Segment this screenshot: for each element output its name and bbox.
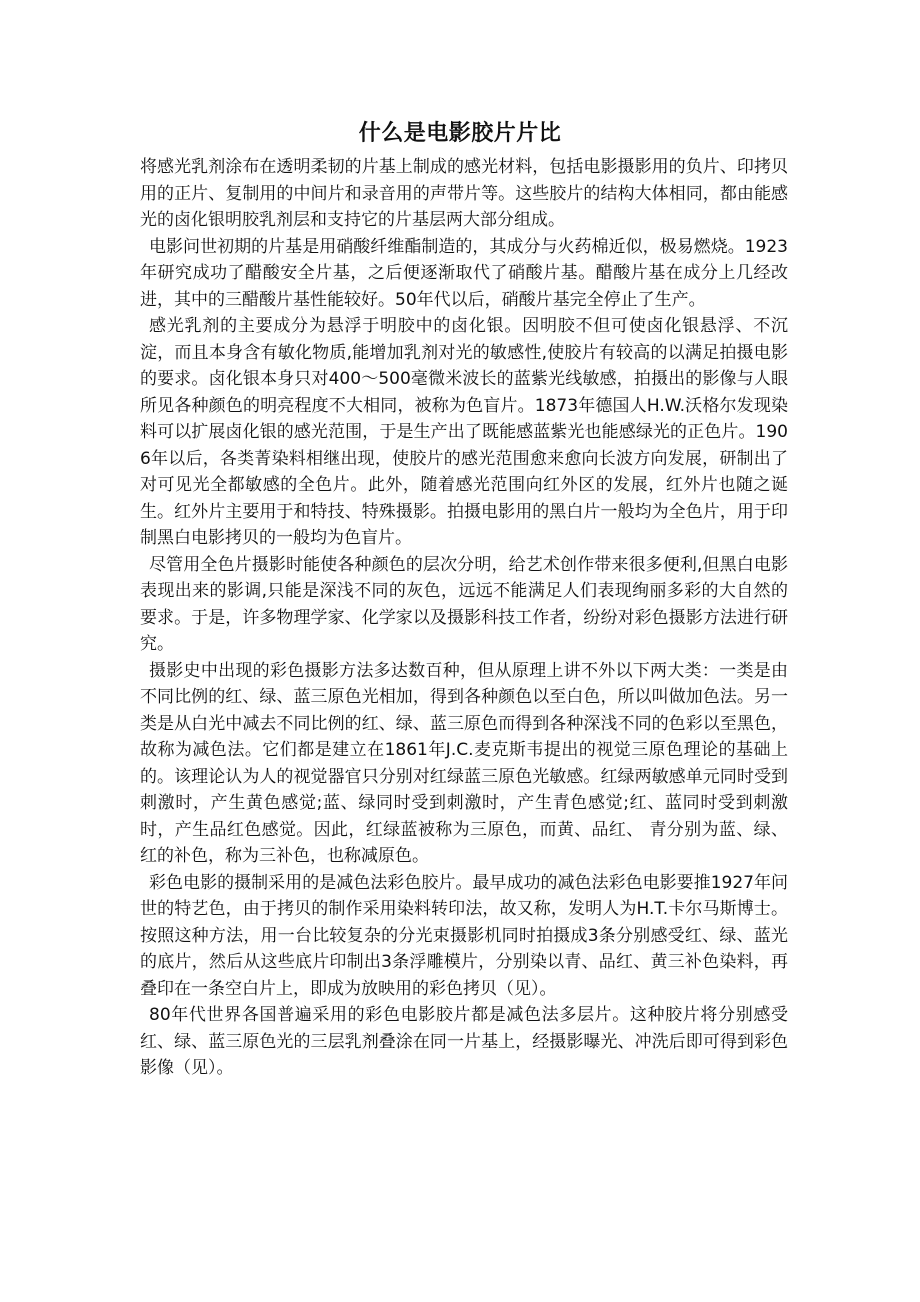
- paragraph-film-base: 电影问世初期的片基是用硝酸纤维酯制造的，其成分与火药棉近似，极易燃烧。1923年研究成功了醋酸安全片基，之后便逐渐取代了硝酸片基。醋酸片基在成分上几经改进，其中的三醋酸片基性能较好。50年代以后，硝酸片基完全停止了生产。: [140, 236, 788, 310]
- document-title: 什么是电影胶片片比: [358, 121, 562, 146]
- paragraph-multilayer-film: 80年代世界各国普遍采用的彩色电影胶片都是减色法多层片。这种胶片将分别感受红、绿、蓝三原色光的三层乳剂叠涂在同一片基上，经摄影曝光、冲洗后即可得到彩色影像（见）。: [140, 1005, 788, 1078]
- paragraph-emulsion: 感光乳剂的主要成分为悬浮于明胶中的卤化银。因明胶不但可使卤化银悬浮、不沉淀，而且本身含有敏化物质,能增加乳剂对光的敏感性,使胶片有较高的以满足拍摄电影的要求。卤化银本身只对400～500毫微米波长的蓝紫光线敏感，拍摄出的影像与人眼所见各种颜色的明亮程度不大相同，被称为色盲片。1873年德国人H.W.沃格尔发现染料可以扩展卤化银的感光范围，于是生产出了既能感蓝紫光也能感绿光的正色片。1906年以后，各类菁染料相继出现，使胶片的感光范围愈来愈向长波方向发展，研制出了对可见光全都敏感的全色片。此外，随着感光范围向红外区的发展，红外片也随之诞生。红外片主要用于和特技、特殊摄影。拍摄电影用的黑白片一般均为全色片，用于印制黑白电影拷贝的一般均为色盲片。: [140, 316, 788, 548]
- paragraph-technicolor: 彩色电影的摄制采用的是减色法彩色胶片。最早成功的减色法彩色电影要推1927年问世的特艺色，由于拷贝的制作采用染料转印法，故又称，发明人为H.T.卡尔马斯博士。按照这种方法，用一台比较复杂的分光束摄影机同时拍摄成3条分别感受红、绿、蓝光的底片，然后从这些底片印制出3条浮雕模片，分别染以青、品红、黄三补色染料，再叠印在一条空白片上，即成为放映用的彩色拷贝（见）。: [140, 872, 788, 999]
- paragraph-color-demand: 尽管用全色片摄影时能使各种颜色的层次分明，给艺术创作带来很多便利,但黑白电影表现出来的影调,只能是深浅不同的灰色，远远不能满足人们表现绚丽多彩的大自然的要求。于是，许多物理学家、化学家以及摄影科技工作者，纷纷对彩色摄影方法进行研究。: [140, 554, 788, 654]
- paragraph-color-methods: 摄影史中出现的彩色摄影方法多达数百种，但从原理上讲不外以下两大类：一类是由不同比例的红、绿、蓝三原色光相加，得到各种颜色以至白色，所以叫做加色法。另一类是从白光中减去不同比例的红、绿、蓝三原色而得到各种深浅不同的色彩以至黑色，故称为减色法。它们都是建立在1861年J.C.麦克斯韦提出的视觉三原色理论的基础上的。该理论认为人的视觉器官只分别对红绿蓝三原色光敏感。红绿两敏感单元同时受到刺激时，产生黄色感觉;蓝、绿同时受到刺激时，产生青色感觉;红、蓝同时受到刺激时，产生品红色感觉。因此，红绿蓝被称为三原色，而黄、品红、 青分别为蓝、绿、红的补色，称为三补色，也称减原色。: [140, 660, 788, 866]
- paragraph-film-structure: 将感光乳剂涂布在透明柔韧的片基上制成的感光材料，包括电影摄影用的负片、印拷贝用的正片、复制用的中间片和录音用的声带片等。这些胶片的结构大体相同，都由能感光的卤化银明胶乳剂层和支持它的片基层两大部分组成。: [140, 157, 788, 230]
- document-body: [140, 154, 788, 1082]
